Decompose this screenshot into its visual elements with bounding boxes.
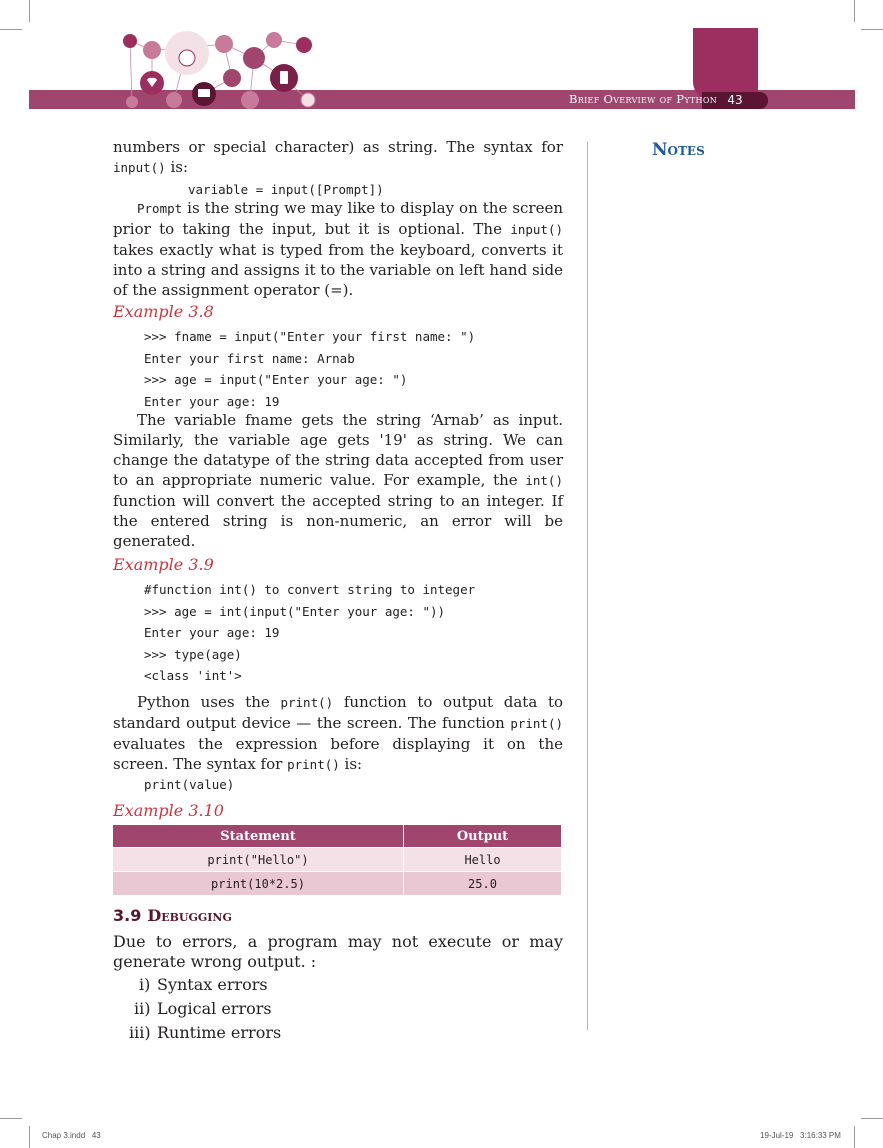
example-label: Example 3.8	[113, 302, 214, 321]
body-text: takes exactly what is typed from the keyboard, converts it into a string and assigns it to the variable on left hand side of the assignment operator (=).	[113, 241, 563, 299]
code-line: >>> fname = input("Enter your first name: ")	[144, 329, 476, 344]
crop-mark	[0, 29, 22, 30]
paragraph-variable	[113, 410, 563, 551]
section-title: Debugging	[147, 906, 232, 925]
paragraph-debugging	[113, 932, 563, 972]
inline-code: input()	[510, 222, 563, 237]
list-number: ii)	[134, 999, 151, 1018]
crop-mark	[854, 0, 855, 22]
body-text: numbers or special character) as string. The syntax for	[113, 138, 563, 156]
paragraph-print	[113, 692, 563, 775]
example-label: Example 3.10	[113, 801, 224, 820]
section-heading	[113, 906, 232, 925]
footer-file-info: Chap 3.indd 43	[42, 1131, 101, 1140]
list-text: Runtime errors	[157, 1023, 282, 1042]
code-block-example-3-9	[144, 579, 475, 687]
list-number: iii)	[129, 1023, 151, 1042]
inline-code: print()	[280, 695, 334, 710]
crop-mark	[861, 29, 883, 30]
body-text: is:	[339, 755, 363, 773]
header-illustration	[112, 28, 327, 110]
notes-heading: Notes	[652, 140, 705, 160]
list-text: Logical errors	[157, 999, 272, 1018]
page-number: 43	[727, 93, 743, 107]
inline-code: print()	[287, 757, 340, 772]
running-title: Brief Overview of Python	[569, 92, 717, 106]
code-block-example-3-8	[144, 326, 475, 412]
footer-timestamp: 19-Jul-19 3:16:33 PM	[760, 1131, 841, 1140]
table-row	[113, 872, 562, 896]
body-text: function to output data to standard output device — the screen. The function	[113, 693, 563, 732]
example-label: Example 3.9	[113, 555, 214, 574]
table-row	[113, 848, 562, 872]
body-text: Due to errors, a program may not execute or may generate wrong output. :	[113, 932, 563, 971]
table-cell: Hello	[404, 848, 562, 872]
crop-mark	[0, 1118, 22, 1119]
body-text: function will convert the accepted string to an integer. If the entered string is non-numeric, an error will be generated.	[113, 492, 563, 550]
code-line: >>> age = input("Enter your age: ")	[144, 372, 408, 387]
crop-mark	[29, 1126, 30, 1148]
table-header: Output	[404, 825, 562, 848]
page-tab	[693, 28, 758, 100]
inline-code: print()	[510, 716, 563, 731]
list-number: i)	[139, 975, 151, 994]
table-cell: 25.0	[404, 872, 562, 896]
body-text: is:	[165, 158, 189, 176]
code-line: <class 'int'>	[144, 668, 242, 683]
crop-mark	[861, 1118, 883, 1119]
section-number: 3.9	[113, 906, 142, 925]
body-text: The variable fname gets the string ‘Arnab’ as input. Similarly, the variable age gets '19' as string. We can change the datatype of the string data accepted from user to an appropriate numeric value. For example, the	[113, 411, 563, 489]
table-cell: print("Hello")	[113, 848, 404, 872]
table-cell: print(10*2.5)	[113, 872, 404, 896]
code-line: Enter your age: 19	[144, 625, 280, 640]
code-line: #function int() to convert string to integer	[144, 582, 476, 597]
list-text: Syntax errors	[157, 975, 268, 994]
crop-mark	[854, 1126, 855, 1148]
inline-code: Prompt	[137, 201, 183, 216]
body-text: is the string we may like to display on the screen prior to taking the input, but it is optional. The	[113, 199, 563, 238]
body-text: evaluates the expression before displaying it on the screen. The syntax for	[113, 735, 563, 773]
print-syntax: print(value)	[144, 777, 235, 792]
inline-code: input()	[113, 160, 166, 175]
print-example-table	[113, 825, 562, 895]
code-line: >>> age = int(input("Enter your age: "))	[144, 603, 446, 619]
crop-mark	[29, 0, 30, 22]
column-divider	[587, 142, 588, 1030]
code-line: >>> type(age)	[144, 646, 242, 662]
code-line: Enter your first name: Arnab	[144, 350, 355, 366]
paragraph-prompt	[113, 198, 563, 300]
syntax-line: variable = input([Prompt])	[188, 182, 384, 197]
body-text: Python uses the	[137, 693, 281, 711]
code-line: Enter your age: 19	[144, 393, 280, 409]
table-header: Statement	[113, 825, 404, 848]
inline-code: int()	[525, 473, 563, 488]
paragraph-input-syntax	[113, 137, 563, 178]
